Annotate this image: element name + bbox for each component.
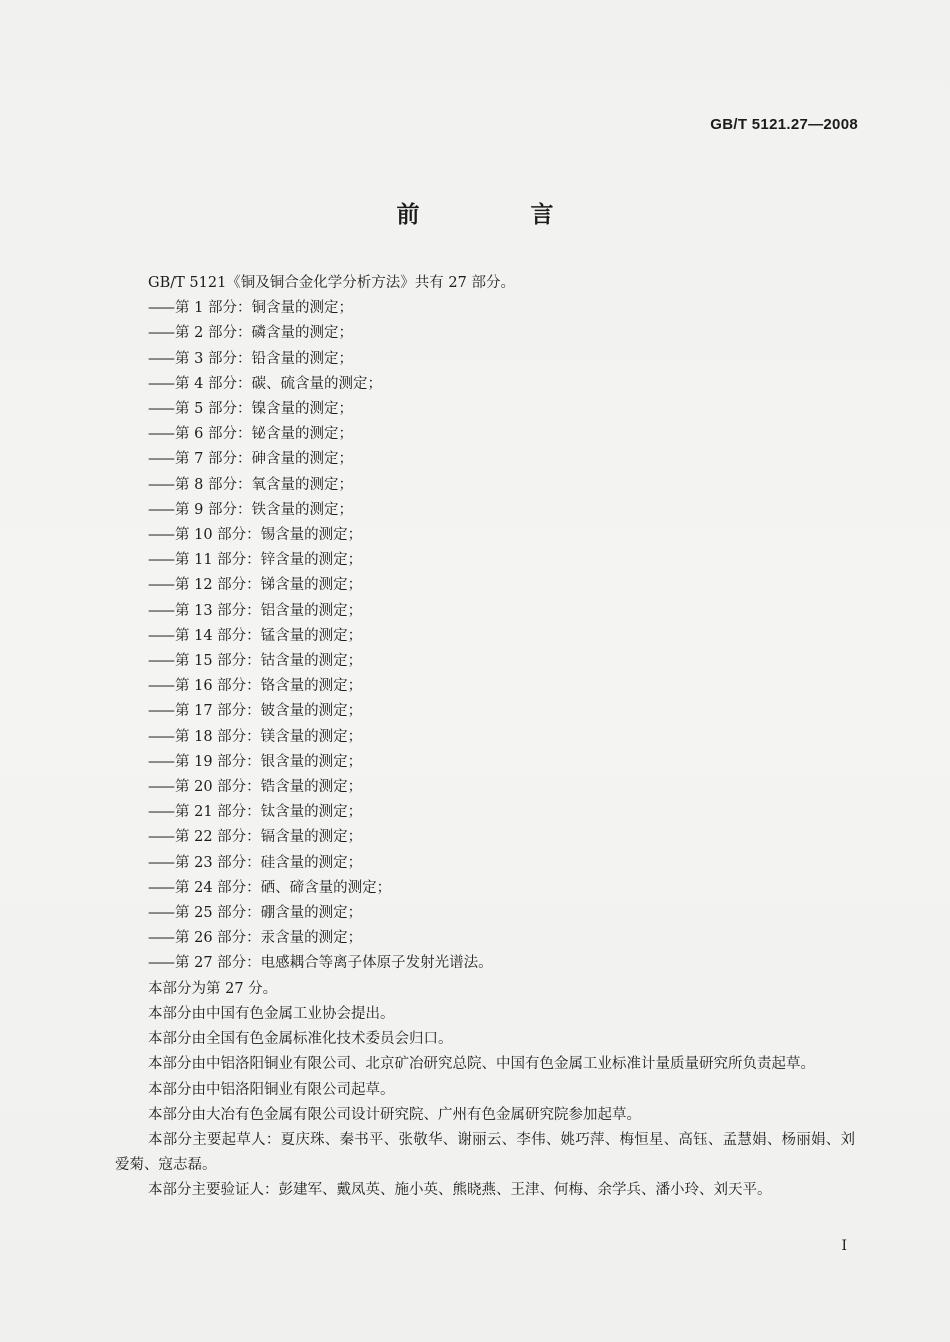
part-item	[115, 321, 855, 346]
part-text: 第 14 部分：锰含量的测定；	[175, 627, 363, 644]
body-paragraph: 本部分由中铝洛阳铜业有限公司、北京矿冶研究总院、中国有色金属工业标准计量质量研究所负责起草。	[148, 1056, 815, 1073]
part-text: 第 21 部分：钛含量的测定；	[175, 804, 363, 821]
body-paragraphs	[115, 977, 855, 1204]
part-text: 第 6 部分：铋含量的测定；	[175, 426, 353, 443]
part-text: 第 8 部分：氧含量的测定；	[175, 476, 353, 493]
body-paragraph: 本部分由中国有色金属工业协会提出。	[148, 1005, 395, 1022]
part-text: 第 1 部分：铜含量的测定；	[175, 300, 353, 317]
part-item	[115, 649, 855, 674]
part-text: 第 16 部分：铬含量的测定；	[175, 678, 363, 695]
part-text: 第 19 部分：银含量的测定；	[175, 753, 363, 770]
dash-marker: ——	[148, 653, 173, 670]
dash-marker: ——	[148, 501, 173, 518]
page-title: 前 言	[396, 202, 598, 228]
dash-marker: ——	[148, 703, 173, 720]
dash-marker: ——	[148, 300, 173, 317]
part-item	[115, 523, 855, 548]
part-text: 第 9 部分：铁含量的测定；	[175, 501, 353, 518]
part-item	[115, 775, 855, 800]
dash-marker: ——	[148, 527, 173, 544]
part-text: 第 26 部分：汞含量的测定；	[175, 930, 363, 947]
dash-marker: ——	[148, 451, 173, 468]
dash-marker: ——	[148, 426, 173, 443]
part-text: 第 18 部分：镁含量的测定；	[175, 728, 363, 745]
dash-marker: ——	[148, 728, 173, 745]
dash-marker: ——	[148, 779, 173, 796]
dash-marker: ——	[148, 879, 173, 896]
foreword-body	[115, 271, 855, 1204]
part-text: 第 7 部分：砷含量的测定；	[175, 451, 353, 468]
body-paragraph: 本部分主要起草人：夏庆珠、秦书平、张敬华、谢丽云、李伟、姚巧萍、梅恒星、高钰、孟慧娟、杨丽娟、刘爱菊、寇志磊。	[115, 1131, 855, 1174]
dash-marker: ——	[148, 955, 173, 972]
dash-marker: ——	[148, 602, 173, 619]
part-text: 第 3 部分：铅含量的测定；	[175, 350, 353, 367]
dash-marker: ——	[148, 804, 173, 821]
part-text: 第 22 部分：镉含量的测定；	[175, 829, 363, 846]
part-item	[115, 750, 855, 775]
part-text: 第 11 部分：锌含量的测定；	[175, 552, 363, 569]
part-item	[115, 397, 855, 422]
dash-marker: ——	[148, 476, 173, 493]
dash-marker: ——	[148, 375, 173, 392]
part-text: 第 10 部分：锡含量的测定；	[175, 527, 363, 544]
dash-marker: ——	[148, 753, 173, 770]
part-item	[115, 498, 855, 523]
body-paragraph: 本部分由大冶有色金属有限公司设计研究院、广州有色金属研究院参加起草。	[148, 1106, 641, 1123]
part-item	[115, 674, 855, 699]
body-paragraph: 本部分为第 27 分。	[148, 980, 278, 997]
part-text: 第 13 部分：铝含量的测定；	[175, 602, 363, 619]
part-item	[115, 473, 855, 498]
part-text: 第 15 部分：钴含量的测定；	[175, 653, 363, 670]
part-text: 第 5 部分：镍含量的测定；	[175, 401, 353, 418]
dash-marker: ——	[148, 350, 173, 367]
part-item	[115, 825, 855, 850]
part-item	[115, 296, 855, 321]
part-item	[115, 422, 855, 447]
part-item	[115, 599, 855, 624]
dash-marker: ——	[148, 930, 173, 947]
part-text: 第 24 部分：硒、碲含量的测定；	[175, 879, 392, 896]
part-text: 第 12 部分：锑含量的测定；	[175, 577, 363, 594]
body-paragraph: 本部分由全国有色金属标准化技术委员会归口。	[148, 1031, 453, 1048]
part-text: 第 17 部分：铍含量的测定；	[175, 703, 363, 720]
part-text: 第 27 部分：电感耦合等离子体原子发射光谱法。	[175, 955, 493, 972]
dash-marker: ——	[148, 854, 173, 871]
dash-marker: ——	[148, 401, 173, 418]
part-item	[115, 800, 855, 825]
part-item	[115, 548, 855, 573]
document-code: GB/T 5121.27—2008	[710, 116, 858, 133]
dash-marker: ——	[148, 678, 173, 695]
part-item	[115, 951, 855, 976]
part-item	[115, 347, 855, 372]
part-text: 第 20 部分：锆含量的测定；	[175, 779, 363, 796]
part-text: 第 25 部分：硼含量的测定；	[175, 905, 363, 922]
parts-list	[115, 296, 855, 976]
body-paragraph: 本部分由中铝洛阳铜业有限公司起草。	[148, 1081, 395, 1098]
part-item	[115, 447, 855, 472]
part-item	[115, 851, 855, 876]
part-item	[115, 699, 855, 724]
dash-marker: ——	[148, 577, 173, 594]
dash-marker: ——	[148, 325, 173, 342]
part-item	[115, 573, 855, 598]
part-item	[115, 624, 855, 649]
part-text: 第 23 部分：硅含量的测定；	[175, 854, 363, 871]
part-item	[115, 901, 855, 926]
part-text: 第 2 部分：磷含量的测定；	[175, 325, 353, 342]
page-number: I	[841, 1238, 847, 1254]
intro-line: GB/T 5121《铜及铜合金化学分析方法》共有 27 部分。	[148, 275, 515, 291]
dash-marker: ——	[148, 829, 173, 846]
part-item	[115, 372, 855, 397]
dash-marker: ——	[148, 627, 173, 644]
dash-marker: ——	[148, 905, 173, 922]
part-item	[115, 725, 855, 750]
part-text: 第 4 部分：碳、硫含量的测定；	[175, 375, 382, 392]
body-paragraph: 本部分主要验证人：彭建军、戴凤英、施小英、熊晓燕、王津、何梅、余学兵、潘小玲、刘天平。	[148, 1182, 772, 1199]
part-item	[115, 876, 855, 901]
part-item	[115, 926, 855, 951]
dash-marker: ——	[148, 552, 173, 569]
